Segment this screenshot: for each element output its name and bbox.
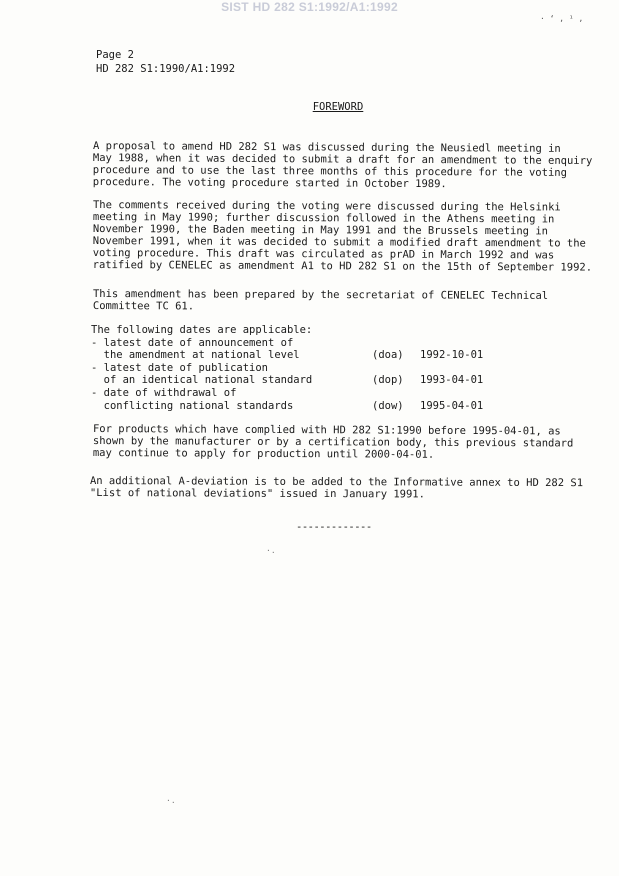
- date-item-value: 1992-10-01: [420, 349, 484, 362]
- date-item-dow-line1: [91, 387, 483, 400]
- date-item-code: (dop): [372, 374, 404, 387]
- date-item-dop-line1: [91, 362, 483, 375]
- date-item-code: (dow): [372, 399, 404, 412]
- date-item-label: - latest date of publication: [91, 361, 269, 374]
- date-item-label: the amendment at national level: [91, 349, 300, 362]
- applicable-dates: [91, 324, 483, 412]
- date-item-label: - date of withdrawal of: [91, 386, 237, 399]
- paragraph-comments: The comments received during the voting were discussed during the Helsinki meeting in May 1990; further discussion followed in the Athens meeting in November 1990, the Baden meeting in May 1991 and the Brussels meeting in November 1991, when it was decided to submit a modified draft amendment to the voting procedure. This draft was circulated as prAD in March 1992 and was ratified by CENELEC as amendment A1 to HD 282 S1 on the 15th of September 1992.: [92, 199, 593, 274]
- end-separator: -------------: [296, 521, 372, 533]
- scan-specks: · ‘ , ¹ ,: [540, 14, 584, 23]
- date-item-label: conflicting national standards: [91, 399, 294, 412]
- scan-speck: ·.: [266, 546, 276, 555]
- dates-intro: The following dates are applicable:: [91, 324, 313, 336]
- date-item-dow: [91, 400, 483, 413]
- scan-speck: ·.: [166, 796, 176, 805]
- date-item-value: 1993-04-01: [420, 374, 484, 387]
- date-item-doa-line1: [91, 337, 483, 350]
- page-header: [96, 48, 235, 76]
- paragraph-deviation: An additional A-deviation is to be added to the Informative annex to HD 282 S1 "List of national deviations" issued in January 1991.: [89, 475, 584, 501]
- document-id: HD 282 S1:1990/A1:1992: [96, 63, 236, 75]
- date-item-dop: [91, 374, 483, 387]
- paragraph-secretariat: This amendment has been prepared by the secretariat of CENELEC Technical Committee TC 61.: [92, 288, 549, 313]
- page-number: Page 2: [96, 49, 134, 61]
- date-item-doa: [91, 349, 483, 362]
- date-item-label: of an identical national standard: [91, 374, 313, 387]
- paragraph-products: For products which have complied with HD 282 S1:1990 before 1995-04-01, as shown by the manufacturer or by a certification body, this previous standard may continue to apply for production until 2000-04-01.: [92, 423, 574, 461]
- date-item-value: 1995-04-01: [420, 399, 484, 412]
- foreword-title: FOREWORD: [312, 101, 364, 113]
- paragraph-proposal: A proposal to amend HD 282 S1 was discussed during the Neusiedl meeting in May 1988, when it was decided to submit a draft for an amendment to the enquiry procedure and to use the last three months of this procedure for the voting procedure. The voting procedure started in October 1989.: [92, 140, 593, 191]
- watermark: SIST HD 282 S1:1992/A1:1992: [221, 0, 398, 14]
- date-item-label: - latest date of announcement of: [91, 336, 294, 349]
- date-item-code: (doa): [372, 349, 404, 362]
